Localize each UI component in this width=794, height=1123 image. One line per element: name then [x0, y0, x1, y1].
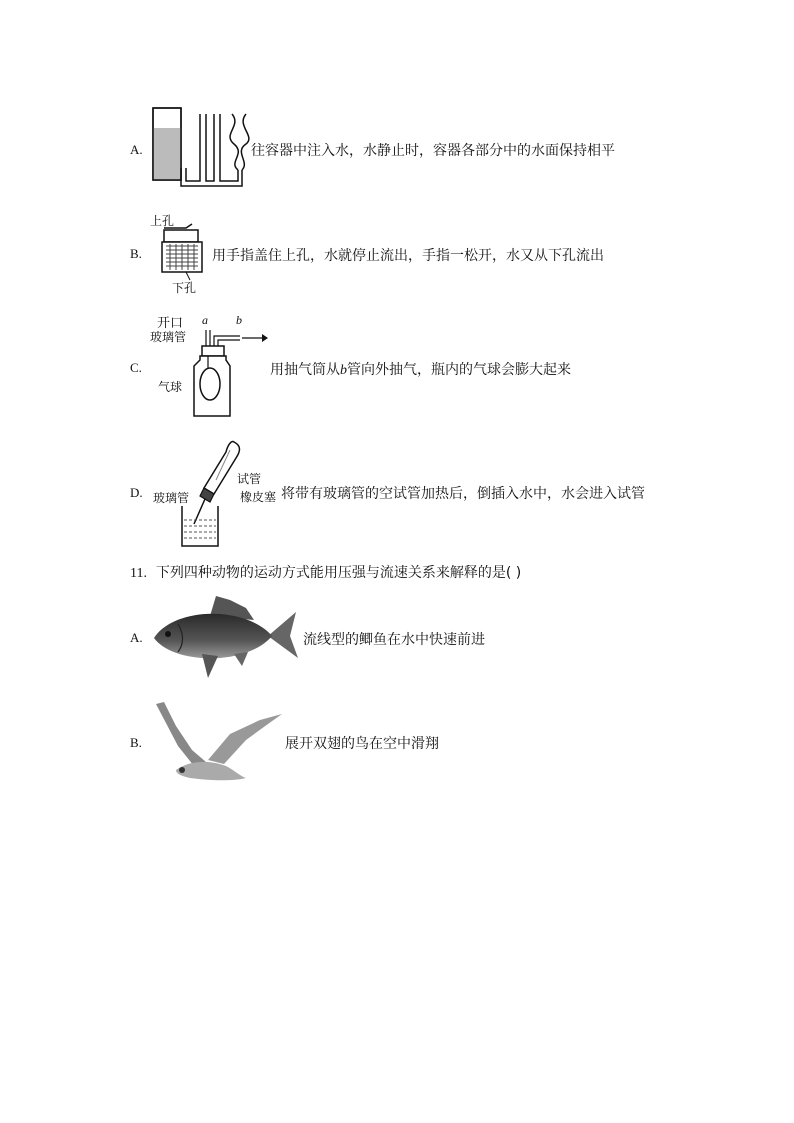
- option-c-text: 用抽气筒从b管向外抽气，瓶内的气球会膨大起来: [270, 362, 571, 378]
- gliding-bird-photo: [150, 700, 284, 784]
- bottle-balloon-figure: [190, 324, 270, 420]
- glass-tube-label-c: 玻璃管: [150, 330, 187, 344]
- label-a: a: [202, 313, 208, 327]
- option-d-letter: D.: [130, 485, 143, 500]
- option-d-text: 将带有玻璃管的空试管加热后，倒插入水中，水会进入试管: [281, 486, 645, 502]
- question-number: 11.: [130, 566, 147, 581]
- q11-option-a-letter: A.: [130, 630, 143, 645]
- fish-photo: [150, 594, 300, 682]
- test-tube-label: 试管: [237, 472, 262, 486]
- cup-with-holes-figure: [150, 222, 214, 282]
- label-b: b: [236, 313, 242, 327]
- q11-option-b-letter: B.: [130, 735, 142, 750]
- q11-option-b-text: 展开双翅的鸟在空中滑翔: [285, 736, 439, 752]
- top-hole-label: 上孔: [150, 214, 175, 228]
- option-a-letter: A.: [130, 142, 143, 157]
- option-a-text: 往容器中注入水，水静止时，容器各部分中的水面保持相平: [251, 143, 615, 159]
- option-c-letter: C.: [130, 360, 142, 375]
- balloon-label: 气球: [158, 380, 183, 394]
- question-11: [130, 562, 521, 582]
- option-b-text: 用手指盖住上孔，水就停止流出，手指一松开，水又从下孔流出: [212, 248, 604, 264]
- connected-vessels-figure: [150, 106, 250, 190]
- option-b-letter: B.: [130, 246, 142, 261]
- opening-label: 开口: [157, 316, 184, 331]
- q11-option-a-text: 流线型的鲫鱼在水中快速前进: [303, 632, 485, 648]
- glass-tube-label-d: 玻璃管: [153, 491, 190, 505]
- question-text: 下列四种动物的运动方式能用压强与流速关系来解释的是( ): [155, 565, 522, 581]
- stopper-label: 橡皮塞: [240, 490, 277, 504]
- bottom-hole-label: 下孔: [172, 281, 197, 295]
